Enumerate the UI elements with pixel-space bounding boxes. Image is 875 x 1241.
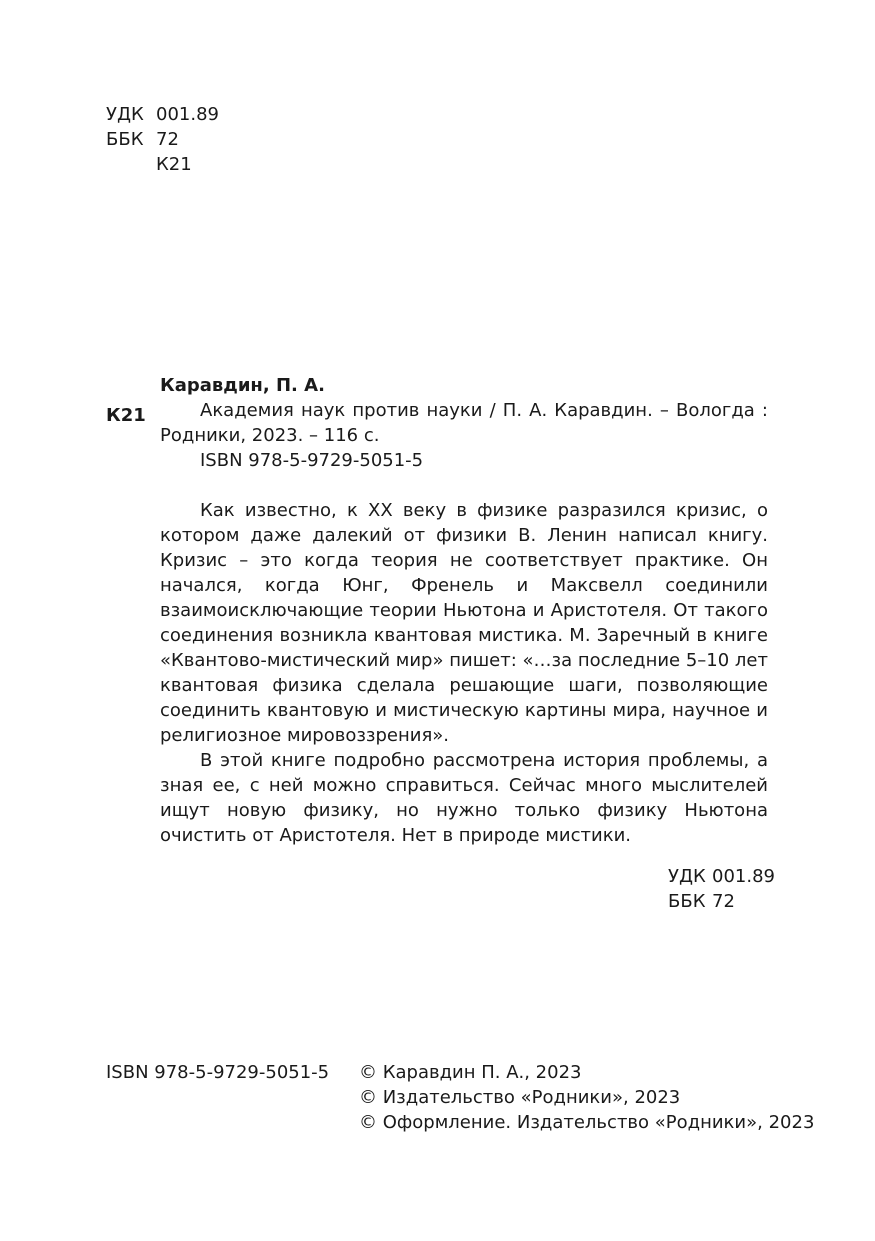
bottom-classification (668, 864, 775, 914)
bbk-line (106, 127, 219, 152)
annotation-paragraph: В этой книге подробно рассмотрена история проблемы, а зная ее, с ней можно справиться. Сейчас много мыслителей ищут новую физику, но нужно только физику Ньютона очистить от Аристотеля. Нет в природе мистики. (160, 750, 768, 846)
annotation (160, 498, 768, 848)
udk-line (668, 864, 775, 889)
bbk-line (668, 889, 775, 914)
bbk-value: 72 (156, 129, 179, 150)
udk-value: 001.89 (712, 866, 775, 887)
bbk-label: ББК (106, 129, 144, 150)
author-mark-top: К21 (156, 154, 192, 175)
copyright-isbn (106, 1060, 329, 1085)
udk-label: УДК (668, 866, 706, 887)
copyright-line: © Каравдин П. А., 2023 (359, 1062, 582, 1083)
bibliographic-record (106, 373, 768, 473)
top-classification (106, 102, 219, 177)
udk-label: УДК (106, 104, 144, 125)
udk-line (106, 102, 219, 127)
copyright-line: © Издательство «Родники», 2023 (359, 1087, 681, 1108)
isbn: ISBN 978-5-9729-5051-5 (200, 450, 424, 471)
bbk-label: ББК (668, 891, 706, 912)
copyright-notices (359, 1060, 814, 1135)
copyright-line: © Оформление. Издательство «Родники», 2023 (359, 1112, 815, 1133)
udk-value: 001.89 (156, 104, 219, 125)
annotation-paragraph: Как известно, к XX веку в физике разразился кризис, о котором даже далекий от физики В. Ленин написал книгу. Кризис – это когда теория не соответствует практике. Он начался, когда Юнг, Френель и Максвелл соединили взаимоисключающие теории Ньютона и Аристотеля. От такого соединения возникла квантовая мистика. М. Заречный в книге «Квантово-мистический мир» пишет: «…за последние 5–10 лет квантовая физика сделала решающие шаги, позволяющие соединить квантовую и мистическую картины мира, научное и религиозное мировоззрения». (160, 500, 768, 746)
author-heading: Каравдин, П. А. (160, 375, 325, 396)
title-statement: Академия наук против науки / П. А. Каравдин. – Вологда : Родники, 2023. – 116 с. (160, 400, 768, 446)
author-mark: К21 (106, 405, 146, 426)
isbn: ISBN 978-5-9729-5051-5 (106, 1062, 330, 1083)
bbk-value: 72 (712, 891, 735, 912)
